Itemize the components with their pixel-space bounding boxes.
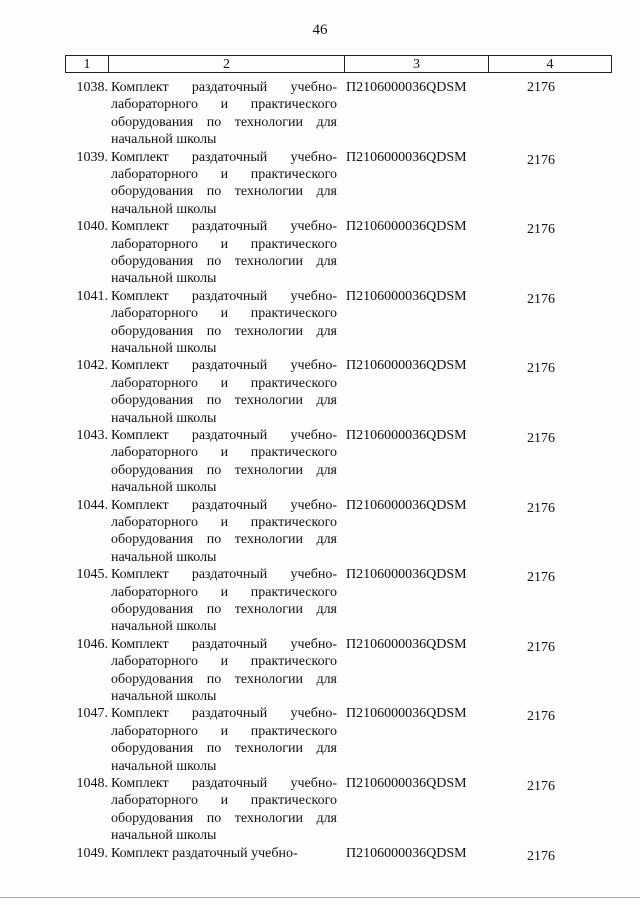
- row-quantity: 2176: [527, 291, 555, 307]
- row-quantity: 2176: [527, 431, 555, 446]
- description-line: лабораторного и практического: [111, 654, 337, 670]
- row-number: 1043.: [76, 428, 108, 443]
- description-line: оборудования по технологии для: [111, 393, 337, 409]
- row-description: [111, 427, 337, 497]
- row-quantity: 2176: [527, 500, 555, 516]
- description-line: Комплект раздаточный учебно-: [111, 428, 337, 443]
- description-line: Комплект раздаточный учебно-: [111, 845, 298, 861]
- row-quantity: 2176: [527, 152, 555, 168]
- description-line: оборудования по технологии для: [111, 741, 337, 757]
- header-col-2: 2: [109, 56, 345, 72]
- row-description: [111, 288, 337, 358]
- description-line: лабораторного и практического: [111, 167, 337, 182]
- row-quantity: 2176: [527, 848, 555, 864]
- row-quantity: 2176: [527, 570, 555, 586]
- description-line: начальной школы: [111, 549, 217, 565]
- description-line: начальной школы: [111, 341, 217, 357]
- row-description: [111, 845, 337, 862]
- description-line: начальной школы: [111, 619, 217, 635]
- row-code: П2106000036QDSM: [346, 428, 467, 443]
- row-code: П2106000036QDSM: [346, 776, 467, 791]
- row-code: П2106000036QDSM: [346, 497, 467, 513]
- description-line: оборудования по технологии для: [111, 254, 337, 269]
- description-line: Комплект раздаточный учебно-: [111, 288, 337, 304]
- description-line: начальной школы: [111, 271, 217, 287]
- page-number: 46: [312, 22, 328, 38]
- row-code: П2106000036QDSM: [346, 706, 467, 722]
- description-line: лабораторного и практического: [111, 793, 337, 809]
- row-code: П2106000036QDSM: [346, 845, 467, 861]
- description-line: оборудования по технологии для: [111, 810, 337, 826]
- header-col-4: 4: [546, 57, 554, 72]
- description-line: оборудования по технологии для: [111, 462, 337, 478]
- table-header: [65, 55, 612, 73]
- row-description: [111, 705, 337, 775]
- description-line: лабораторного и практического: [111, 375, 337, 391]
- description-line: лабораторного и практического: [111, 584, 337, 600]
- row-quantity: 2176: [527, 639, 555, 655]
- row-quantity: 2176: [527, 361, 555, 377]
- description-line: Комплект раздаточный учебно-: [111, 497, 337, 513]
- row-code: П2106000036QDSM: [346, 80, 467, 95]
- row-number: 1040.: [76, 219, 108, 235]
- description-line: лабораторного и практического: [111, 515, 337, 530]
- row-description: [111, 79, 337, 149]
- row-code: П2106000036QDSM: [346, 149, 467, 165]
- description-line: начальной школы: [111, 828, 217, 844]
- row-number: 1046.: [76, 636, 108, 652]
- row-code: П2106000036QDSM: [346, 288, 467, 304]
- description-line: оборудования по технологии для: [111, 532, 337, 548]
- description-line: лабораторного и практического: [111, 306, 337, 322]
- description-line: лабораторного и практического: [111, 236, 337, 252]
- description-line: оборудования по технологии для: [111, 671, 337, 687]
- row-description: [111, 566, 337, 636]
- description-line: лабораторного и практического: [111, 445, 337, 461]
- page-edge-line: [0, 897, 640, 898]
- row-code: П2106000036QDSM: [346, 567, 467, 583]
- description-line: Комплект раздаточный учебно-: [111, 567, 337, 583]
- row-quantity: 2176: [527, 709, 555, 725]
- description-line: оборудования по технологии для: [111, 114, 337, 130]
- description-line: начальной школы: [111, 480, 217, 496]
- row-number: 1045.: [76, 567, 108, 583]
- header-col-1: 1: [66, 56, 109, 72]
- row-code: П2106000036QDSM: [346, 636, 467, 652]
- row-description: [111, 775, 337, 845]
- row-number: 1041.: [76, 288, 108, 304]
- row-quantity: 2176: [527, 222, 555, 238]
- description-line: начальной школы: [111, 201, 217, 217]
- description-line: начальной школы: [111, 758, 217, 774]
- row-number: 1044.: [76, 497, 108, 513]
- description-line: оборудования по технологии для: [111, 323, 337, 339]
- description-line: Комплект раздаточный учебно-: [111, 80, 337, 95]
- row-quantity: 2176: [527, 779, 555, 794]
- description-line: начальной школы: [111, 689, 217, 705]
- row-description: [111, 218, 337, 288]
- row-number: 1049.: [76, 845, 108, 861]
- description-line: лабораторного и практического: [111, 723, 337, 739]
- description-line: оборудования по технологии для: [111, 602, 337, 617]
- header-col-3: 3: [345, 56, 489, 72]
- description-line: начальной школы: [111, 132, 217, 148]
- description-line: Комплект раздаточный учебно-: [111, 776, 337, 791]
- row-description: [111, 636, 337, 706]
- row-description: [111, 149, 337, 219]
- description-line: Комплект раздаточный учебно-: [111, 219, 337, 235]
- description-line: Комплект раздаточный учебно-: [111, 149, 337, 165]
- row-code: П2106000036QDSM: [346, 219, 467, 235]
- row-number: 1047.: [76, 706, 108, 722]
- description-line: оборудования по технологии для: [111, 184, 337, 200]
- description-line: Комплект раздаточный учебно-: [111, 358, 337, 374]
- description-line: Комплект раздаточный учебно-: [111, 636, 337, 652]
- row-description: [111, 497, 337, 567]
- description-line: Комплект раздаточный учебно-: [111, 706, 337, 722]
- description-line: начальной школы: [111, 410, 217, 426]
- row-code: П2106000036QDSM: [346, 358, 467, 374]
- row-quantity: 2176: [527, 80, 555, 95]
- row-description: [111, 357, 337, 427]
- row-number: 1039.: [76, 149, 108, 165]
- row-number: 1042.: [76, 358, 108, 374]
- description-line: лабораторного и практического: [111, 97, 337, 113]
- row-number: 1048.: [76, 776, 108, 791]
- row-number: 1038.: [76, 80, 108, 95]
